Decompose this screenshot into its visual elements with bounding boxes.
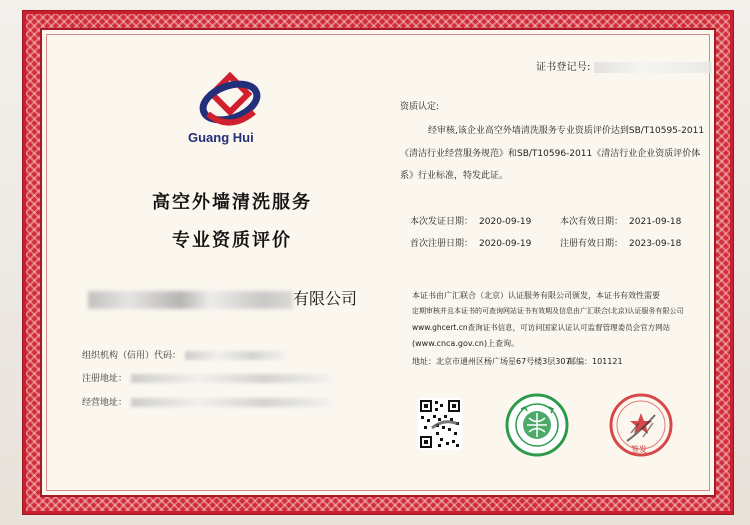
org-code-label: 组织机构（信用）代码： bbox=[82, 351, 182, 361]
issue-date-value: 2020-09-19 bbox=[479, 217, 532, 227]
qualification-line2: 《清洁行业经营服务规范》和SB/T10596-2011《清洁行业企业资质评价体 bbox=[400, 149, 701, 159]
reg-address-field bbox=[82, 371, 331, 384]
org-code-redacted bbox=[185, 351, 285, 360]
certificate-title-line2: 专业资质评价 bbox=[172, 230, 292, 251]
qr-code-icon bbox=[418, 398, 462, 450]
certificate-number bbox=[536, 58, 712, 73]
reg-address-redacted bbox=[131, 374, 331, 383]
review-date-label: 本次有效日期： bbox=[560, 217, 624, 227]
note-line3: www.ghcert.cn查询证书信息，可访问国家认证认可监督管理委员会官方网站 bbox=[412, 323, 671, 332]
company-name-suffix: 有限公司 bbox=[293, 289, 358, 308]
issuer-postcode: 邮编：101121 bbox=[568, 357, 623, 366]
issue-date-label: 本次发证日期： bbox=[410, 217, 474, 227]
business-address-redacted bbox=[131, 398, 331, 407]
certificate-title-line1: 高空外墙清洗服务 bbox=[152, 192, 312, 213]
qualification-line1: 经审核,该企业高空外墙清洗服务专业资质评价达到SB/T10595-2011 bbox=[428, 126, 705, 136]
note-line1: 本证书由广汇联合（北京）认证服务有限公司颁发，本证书有效性需要 bbox=[412, 291, 660, 300]
certificate-number-redacted bbox=[594, 62, 712, 73]
org-code-field bbox=[82, 348, 285, 361]
note-line2: 定期审核并且本证书的可查询网站证书有效期及信息由广汇联合(北京)认证服务有限公司 bbox=[412, 307, 684, 315]
business-address-label: 经营地址： bbox=[82, 398, 128, 408]
business-address-field bbox=[82, 395, 331, 408]
certificate-number-label: 证书登记号: bbox=[536, 62, 591, 73]
review-date-value: 2021-09-18 bbox=[629, 217, 682, 227]
qualification-heading: 资质认定: bbox=[400, 102, 440, 112]
reg-valid-date-value: 2023-09-18 bbox=[629, 239, 682, 249]
first-reg-date-value: 2020-09-19 bbox=[479, 239, 532, 249]
reg-valid-date bbox=[560, 236, 681, 249]
first-reg-date-label: 首次注册日期： bbox=[410, 239, 474, 249]
reg-valid-date-label: 注册有效日期： bbox=[560, 239, 624, 249]
note-line4: (www.cnca.gov.cn)上查询。 bbox=[412, 339, 520, 348]
seal-text: 签发 bbox=[631, 445, 647, 454]
review-date bbox=[560, 214, 681, 227]
company-name bbox=[88, 286, 357, 309]
issuer-address: 地址：北京市通州区杨广场星67号楼3层307 bbox=[412, 357, 571, 366]
reg-address-label: 注册地址： bbox=[82, 374, 128, 384]
issue-date bbox=[410, 214, 531, 227]
first-reg-date bbox=[410, 236, 531, 249]
logo-text: Guang Hui bbox=[188, 130, 254, 145]
qualification-line3: 系》行业标准，特发此证。 bbox=[400, 171, 509, 181]
green-association-seal-icon bbox=[505, 393, 569, 457]
company-name-redacted bbox=[88, 291, 293, 309]
